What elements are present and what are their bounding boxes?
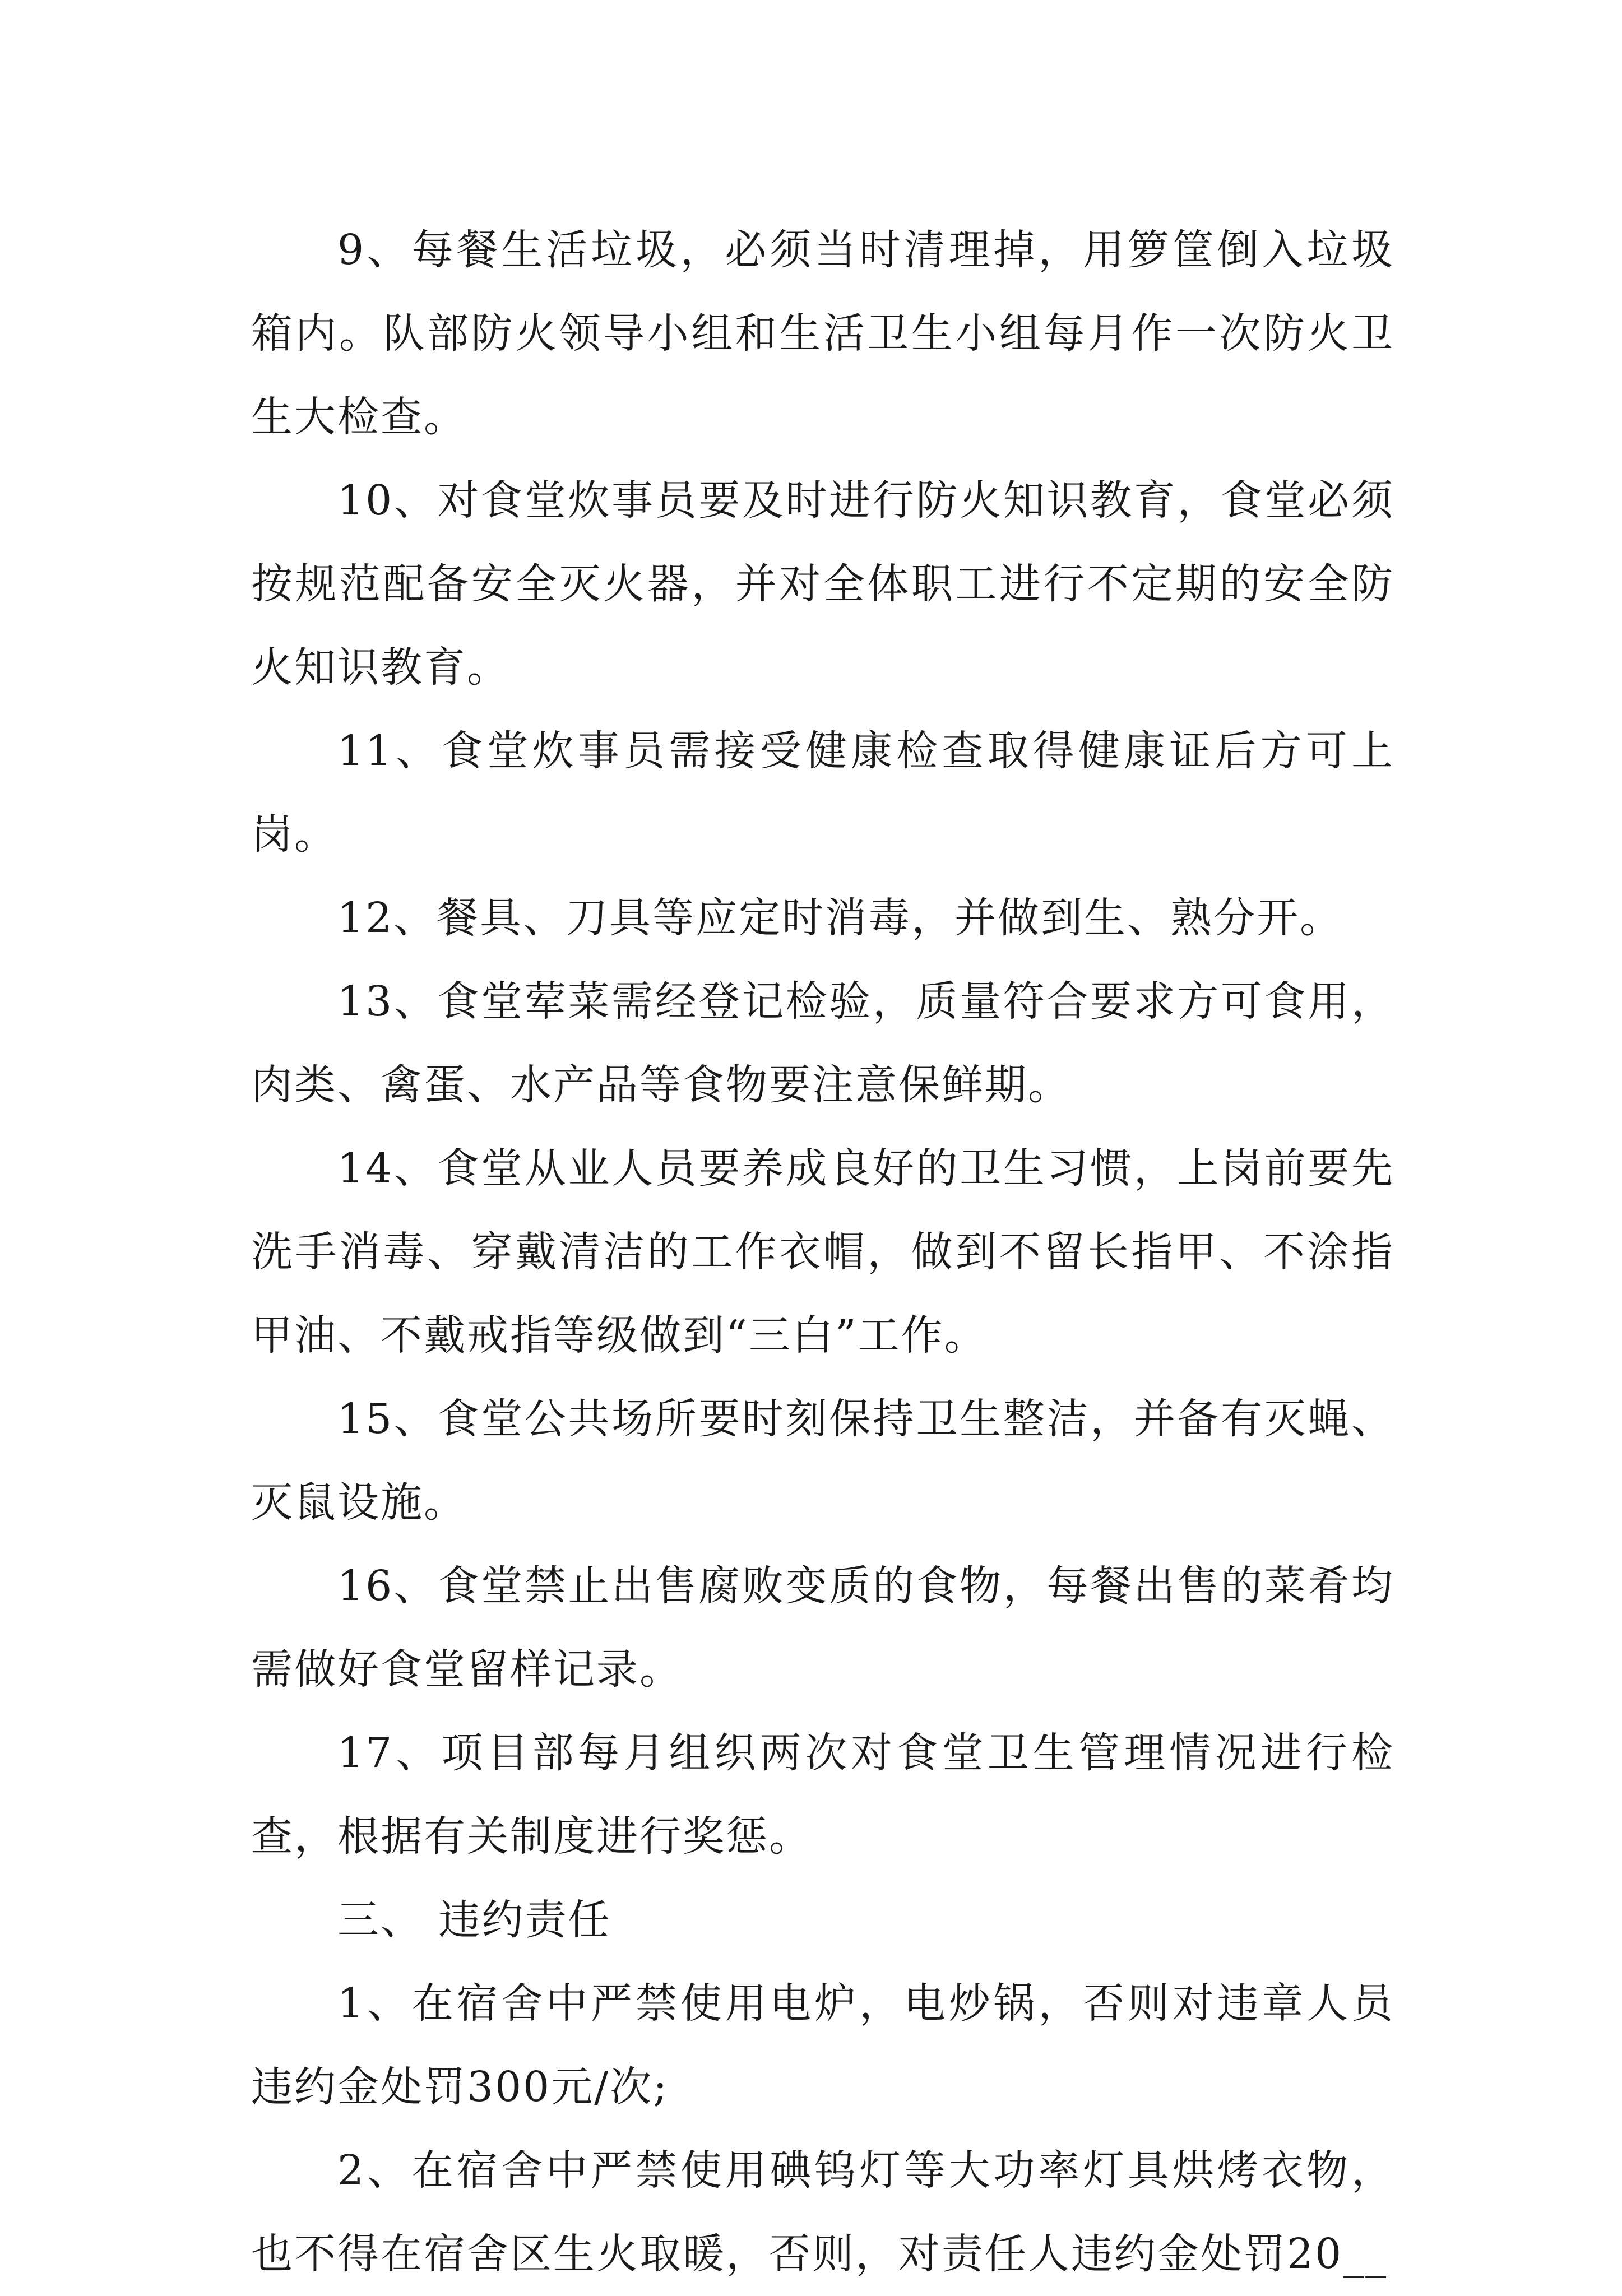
document-body — [251, 208, 1394, 2296]
paragraph-item-14: 14、食堂从业人员要养成良好的卫生习惯，上岗前要先洗手消毒、穿戴清洁的工作衣帽，做到不留长指甲、不涂指甲油、不戴戒指等级做到“三白”工作。 — [251, 1144, 1394, 1360]
paragraph-item-16: 16、食堂禁止出售腐败变质的食物，每餐出售的菜肴均需做好食堂留样记录。 — [251, 1562, 1394, 1694]
paragraph-item-9: 9、每餐生活垃圾，必须当时清理掉，用箩筐倒入垃圾箱内。队部防火领导小组和生活卫生小组每月作一次防火卫生大检查。 — [251, 226, 1394, 441]
penalty-item-2: 2、在宿舍中严禁使用碘钨灯等大功率灯具烘烤衣物，也不得在宿舍区生火取暖，否则，对责任人违约金处罚20__ — [251, 2146, 1394, 2278]
paragraph-item-11: 11、食堂炊事员需接受健康检查取得健康证后方可上岗。 — [251, 727, 1394, 859]
paragraph-item-17: 17、项目部每月组织两次对食堂卫生管理情况进行检查，根据有关制度进行奖惩。 — [251, 1729, 1394, 1861]
paragraph-item-12: 12、餐具、刀具等应定时消毒，并做到生、熟分开。 — [337, 894, 1343, 942]
paragraph-item-15: 15、食堂公共场所要时刻保持卫生整洁，并备有灭蝇、灭鼠设施。 — [251, 1395, 1394, 1527]
penalty-item-1: 1、在宿舍中严禁使用电炉，电炒锅，否则对违章人员违约金处罚300元/次; — [251, 1979, 1394, 2111]
section-heading: 三、 违约责任 — [337, 1896, 611, 1944]
paragraph-item-10: 10、对食堂炊事员要及时进行防火知识教育，食堂必须按规范配备安全灭火器，并对全体职工进行不定期的安全防火知识教育。 — [251, 476, 1394, 692]
paragraph-item-13: 13、食堂荤菜需经登记检验，质量符合要求方可食用，肉类、禽蛋、水产品等食物要注意保鲜期。 — [251, 977, 1394, 1109]
